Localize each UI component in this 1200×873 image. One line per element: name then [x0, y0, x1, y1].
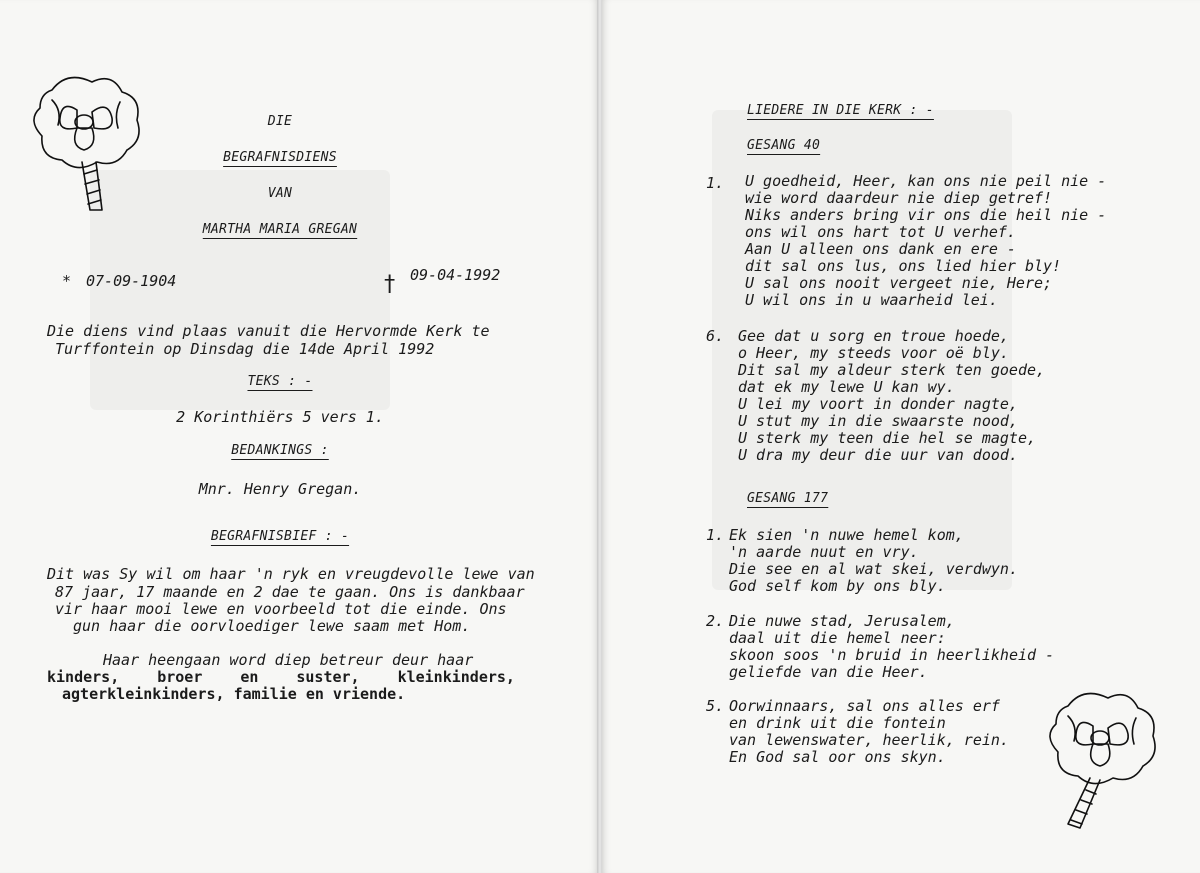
- bedankings-heading: BEDANKINGS :: [231, 443, 329, 458]
- verse-line: Dit sal my aldeur sterk ten goede,: [738, 361, 1046, 379]
- death-symbol: †: [383, 272, 397, 297]
- verse-line: ons wil ons hart tot U verhef.: [745, 223, 1016, 241]
- verse-line: daal uit die hemel neer:: [729, 629, 946, 647]
- mourn-word: kinders,: [47, 668, 120, 686]
- gesang-177-title: GESANG 177: [747, 491, 829, 506]
- mourn-word: broer: [157, 668, 203, 686]
- death-date: 09-04-1992: [410, 266, 501, 284]
- mourn-word: kleinkinders,: [397, 668, 515, 686]
- brief-line-2: 87 jaar, 17 maande en 2 dae te gaan. Ons is dankbaar: [55, 583, 525, 601]
- deceased-name: MARTHA MARIA GREGAN: [202, 222, 358, 237]
- verse-line: dit sal ons lus, ons lied hier bly!: [745, 257, 1062, 275]
- verse-line: U sal ons nooit vergeet nie, Here;: [745, 274, 1053, 292]
- corsage-flower-icon: [1038, 686, 1163, 836]
- verse-line: skoon soos 'n bruid in heerlikheid -: [729, 646, 1055, 664]
- right-page: [602, 0, 1200, 873]
- mourn-line: Haar heengaan word diep betreur deur haar: [103, 651, 474, 669]
- verse-line: dat ek my lewe U kan wy.: [738, 378, 955, 396]
- verse-line: U sterk my teen die hel se magte,: [738, 429, 1037, 447]
- birth-symbol: *: [62, 272, 72, 290]
- verse-number: 1.: [706, 174, 725, 192]
- heading-begrafnisdiens: BEGRAFNISDIENS: [223, 150, 337, 165]
- brief-line-3: vir haar mooi lewe en voorbeeld tot die einde. Ons: [55, 600, 507, 618]
- verse-line: U stut my in die swaarste nood,: [738, 412, 1018, 430]
- verse-line: Die see en al wat skei, verdwyn.: [729, 560, 1018, 578]
- verse-line: 'n aarde nuut en vry.: [729, 543, 919, 561]
- verse-line: God self kom by ons bly.: [729, 577, 946, 595]
- bedankings-name: Mnr. Henry Gregan.: [198, 480, 362, 498]
- verse-line: en drink uit die fontein: [729, 714, 946, 732]
- service-line-1: Die diens vind plaas vanuit die Hervormde Kerk te: [47, 322, 490, 340]
- verse-line: Aan U alleen ons dank en ere -: [745, 240, 1016, 258]
- birth-date: 07-09-1904: [86, 272, 177, 290]
- verse-line: van lewenswater, heerlik, rein.: [729, 731, 1009, 749]
- brief-line-4: gun haar die oorvloediger lewe saam met Hom.: [73, 617, 471, 635]
- verse-line: En God sal oor ons skyn.: [729, 748, 946, 766]
- mourn-word: suster,: [296, 668, 360, 686]
- begrafnisbrief-heading: BEGRAFNISBIEF : -: [210, 529, 350, 544]
- verse-line: Die nuwe stad, Jerusalem,: [729, 612, 955, 630]
- mourn-bold-last: agterkleinkinders, familie en vriende.: [62, 685, 406, 703]
- verse-line: Niks anders bring vir ons die heil nie -: [745, 206, 1107, 224]
- brief-line-1: Dit was Sy wil om haar 'n ryk en vreugdevolle lewe van: [47, 565, 535, 583]
- verse-number: 1.: [706, 526, 725, 544]
- mourn-word: en: [240, 668, 259, 686]
- verse-line: Ek sien 'n nuwe hemel kom,: [729, 526, 964, 544]
- verse-number: 6.: [706, 327, 725, 345]
- verse-line: U lei my voort in donder nagte,: [738, 395, 1018, 413]
- verse-number: 2.: [706, 612, 725, 630]
- verse-line: U goedheid, Heer, kan ons nie peil nie -: [745, 172, 1107, 190]
- verse-line: o Heer, my steeds voor oë bly.: [738, 344, 1009, 362]
- gesang-40-title: GESANG 40: [747, 138, 821, 153]
- songs-heading: LIEDERE IN DIE KERK : -: [747, 103, 934, 118]
- verse-line: U dra my deur die uur van dood.: [738, 446, 1018, 464]
- verse-line: Oorwinnaars, sal ons alles erf: [729, 697, 1000, 715]
- mourn-bold-line: [47, 668, 515, 686]
- service-line-2: Turffontein op Dinsdag die 14de April 1992: [55, 340, 435, 358]
- heading-van: VAN: [267, 186, 293, 201]
- verse-line: Gee dat u sorg en troue hoede,: [738, 327, 1009, 345]
- teks-text: 2 Korinthiërs 5 vers 1.: [176, 408, 384, 426]
- verse-line: wie word daardeur nie diep getref!: [745, 189, 1053, 207]
- left-page: [0, 0, 598, 873]
- teks-heading: TEKS : -: [247, 374, 313, 389]
- heading-die: DIE: [267, 114, 293, 129]
- verse-line: geliefde van die Heer.: [729, 663, 928, 681]
- verse-number: 5.: [706, 697, 725, 715]
- verse-line: U wil ons in u waarheid lei.: [745, 291, 998, 309]
